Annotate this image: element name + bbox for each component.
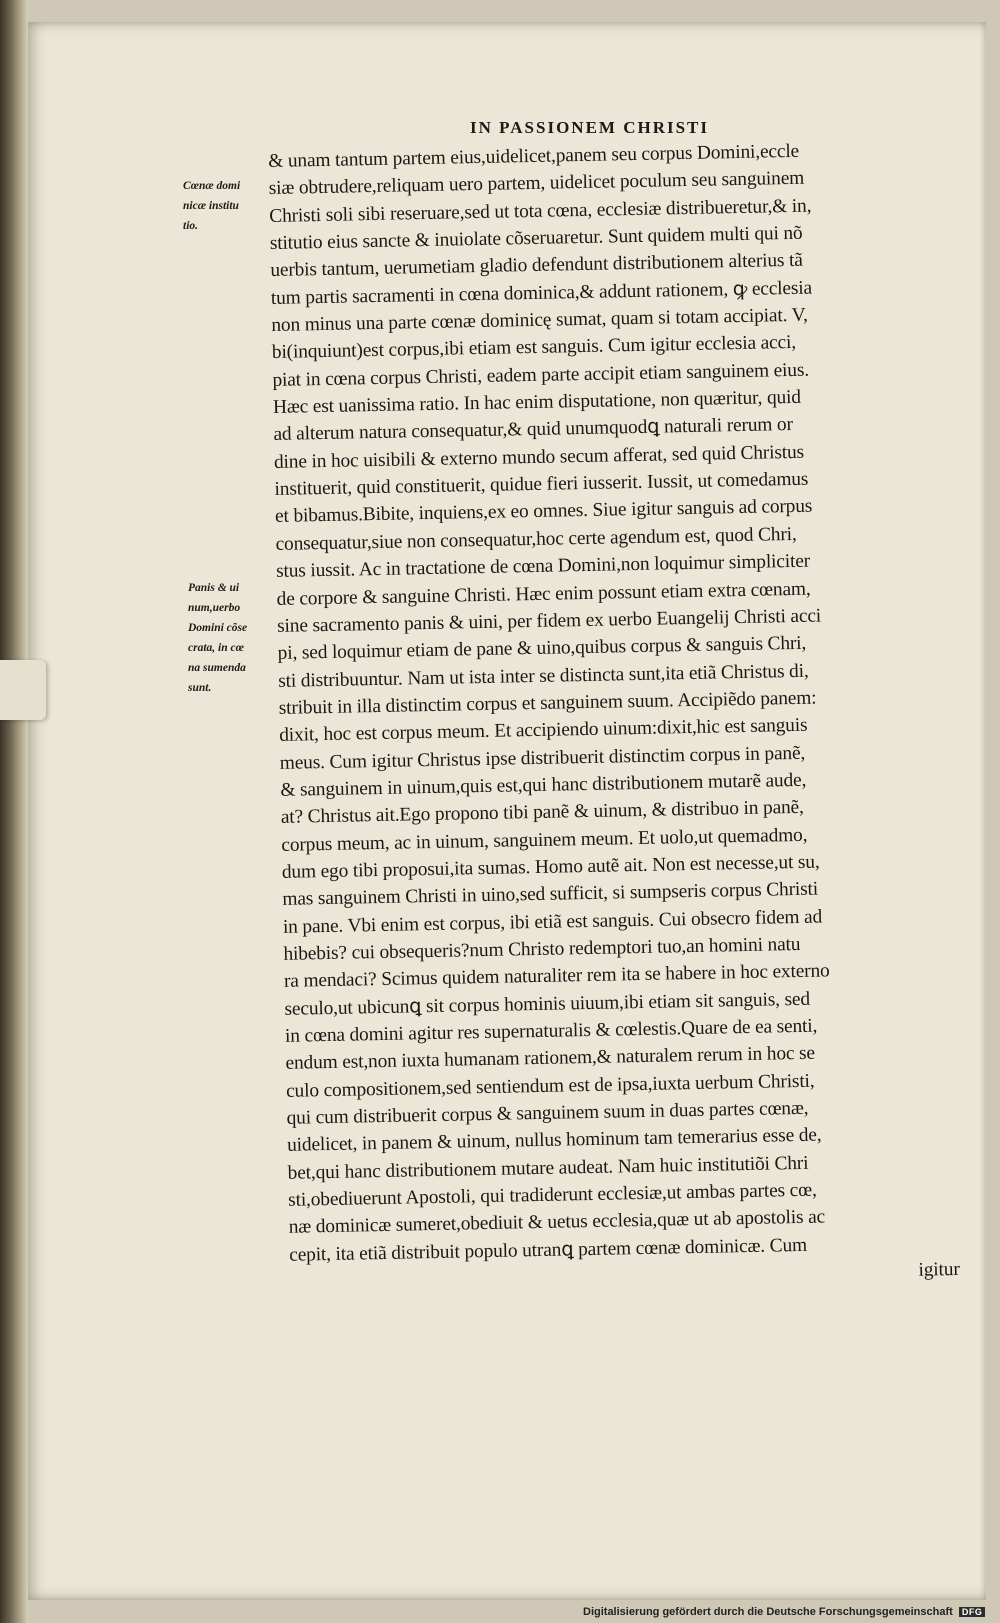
margin-note-institution [183, 176, 240, 236]
margin-note-line: sunt. [188, 682, 212, 694]
text-line: Hæc est uanissima ratio. In hac enim disputatione, non quæritur, quid [272, 386, 802, 419]
text-line: tum partis sacramenti in cœna dominica,& addunt rationem, ꝙ ecclesia [270, 277, 813, 309]
text-line: siæ obtrudere,reliquam uero partem, uidelicet poculum seu sanguinem [268, 168, 805, 200]
text-line: hibebis? cui obsequeris?num Christo redemptori tuo,an homini natu [283, 933, 801, 965]
margin-note-bread-wine [188, 578, 247, 698]
text-line: Christi soli sibi reseruare,sed ut tota cœna, ecclesiæ distribueretur,& in, [269, 195, 812, 227]
text-line: in cœna domini agitur res supernaturalis & cœlestis.Quare de ea senti, [284, 1015, 818, 1047]
text-line: sti,obediuerunt Apostoli, qui tradiderunt ecclesiæ,ut ambas partes cœ, [288, 1179, 817, 1211]
catchword: igitur [918, 1259, 960, 1281]
text-line: & unam tantum partem eius,uidelicet,panem seu corpus Domini,eccle [268, 140, 800, 172]
text-line: sine sacramento panis & uini, per fidem ex uerbo Euangelij Christi acci [276, 605, 822, 637]
margin-note-line: crata, in cœ [188, 642, 244, 654]
text-line: meus. Cum igitur Christus ipse distribuerit distinctim corpus in panẽ, [279, 742, 806, 774]
margin-note-line: Cœnæ domi [183, 180, 241, 192]
text-line: bet,qui hanc distributionem mutare audeat. Nam huic institutiõi Chri [287, 1152, 809, 1184]
margin-note-line: tio. [183, 220, 199, 232]
text-line: næ dominicæ sumeret,obediuit & uetus ecclesia,quæ ut ab apostolis ac [288, 1206, 826, 1239]
text-line: non minus una parte cœnæ dominicę sumat, quam si totam accipiat. V, [271, 304, 808, 337]
margin-note-line: Panis & ui [188, 582, 240, 594]
text-line: piat in cœna corpus Christi, eadem parte accipit etiam sanguinem eius. [272, 359, 810, 391]
text-line: consequatur,siue non consequatur,hoc certe agendum est, quod Chri, [275, 523, 797, 555]
text-line: dixit, hoc est corpus meum. Et accipiendo uinum:dixit,hic est sanguis [279, 714, 808, 747]
margin-note-line: num,uerbo [188, 602, 241, 614]
text-line: et bibamus.Bibite, inquiens,ex eo omnes. Siue igitur sanguis ad corpus [274, 496, 813, 528]
text-line: de corpore & sanguine Christi. Hæc enim possunt etiam extra cœnam, [276, 578, 811, 610]
footer-credit-text: Digitalisierung gefördert durch die Deutsche Forschungsgemeinschaft [583, 1606, 953, 1618]
text-line: culo compositionem,sed sentiendum est de ipsa,iuxta uerbum Christi, [285, 1070, 815, 1102]
bookmark-tab [0, 660, 46, 720]
text-line: cepit, ita etiã distribuit populo utranꝗ partem cœnæ dominicæ. Cum [289, 1234, 808, 1266]
text-line: uerbis tantum, uerumetiam gladio defendunt distributionem alterius tã [270, 250, 803, 282]
body-text-block [268, 135, 966, 1296]
text-line: instituerit, quid constituerit, quidue fieri iusserit. Iussit, ut comedamus [274, 468, 809, 501]
dfg-logo: DFG [959, 1607, 986, 1617]
book-spine-edge [0, 0, 28, 1623]
text-line: & sanguinem in uinum,quis est,qui hanc distributionem mutarẽ aude, [280, 769, 807, 801]
text-line: bi(inquiunt)est corpus,ibi etiam est sanguis. Cum igitur ecclesia acci, [271, 332, 797, 364]
text-line: sti distribuuntur. Nam ut ista inter se distincta sunt,ita etiã Christus di, [278, 660, 809, 692]
text-line: stitutio eius sancte & inuiolate cõseruaretur. Sunt quidem multi qui nõ [269, 222, 803, 255]
text-line: qui cum distribuerit corpus & sanguinem suum in duas partes cœnæ, [286, 1097, 809, 1129]
text-line: stribuit in illa distinctim corpus et sanguinem suum. Accipiẽdo panem: [278, 687, 817, 719]
text-line: ra mendaci? Scimus quidem naturaliter rem ita se habere in hoc externo [283, 960, 830, 993]
margin-note-line: na sumenda [188, 662, 246, 674]
text-line: dum ego tibi proposui,ita sumas. Homo autẽ ait. Non est necesse,ut su, [281, 851, 820, 883]
text-line: corpus meum, ac in uinum, sanguinem meum. Et uolo,ut quemadmo, [281, 824, 808, 856]
text-line: pi, sed loquimur etiam de pane & uino,quibus corpus & sanguis Chri, [277, 632, 807, 665]
text-line: seculo,ut ubicunꝗ sit corpus hominis uiuum,ibi etiam sit sanguis, sed [284, 988, 811, 1020]
margin-note-line: nicæ institu [183, 200, 239, 212]
text-line: endum est,non iuxta humanam rationem,& naturalem rerum in hoc se [285, 1043, 816, 1075]
text-line: in pane. Vbi enim est corpus, ibi etiã est sanguis. Cui obsecro fidem ad [282, 906, 823, 938]
text-line: at? Christus ait.Ego propono tibi panẽ & uinum, & distribuo in panẽ, [280, 797, 804, 829]
digitization-footer [583, 1606, 985, 1618]
text-line: uidelicet, in panem & uinum, nullus hominum tam temerarius esse de, [286, 1124, 822, 1157]
text-line: ad alterum natura consequatur,& quid unumquodꝗ naturali rerum or [273, 414, 794, 446]
text-line: dine in hoc uisibili & externo mundo secum afferat, sed quid Christus [273, 441, 805, 473]
text-line: mas sanguinem Christi in uino,sed sufficit, si sumpseris corpus Christi [282, 878, 819, 911]
margin-note-line: Domini cõse [188, 622, 248, 634]
running-head: IN PASSIONEM CHRISTI [470, 118, 710, 137]
text-line: stus iussit. Ac in tractatione de cœna Domini,non loquimur simpliciter [275, 550, 811, 583]
